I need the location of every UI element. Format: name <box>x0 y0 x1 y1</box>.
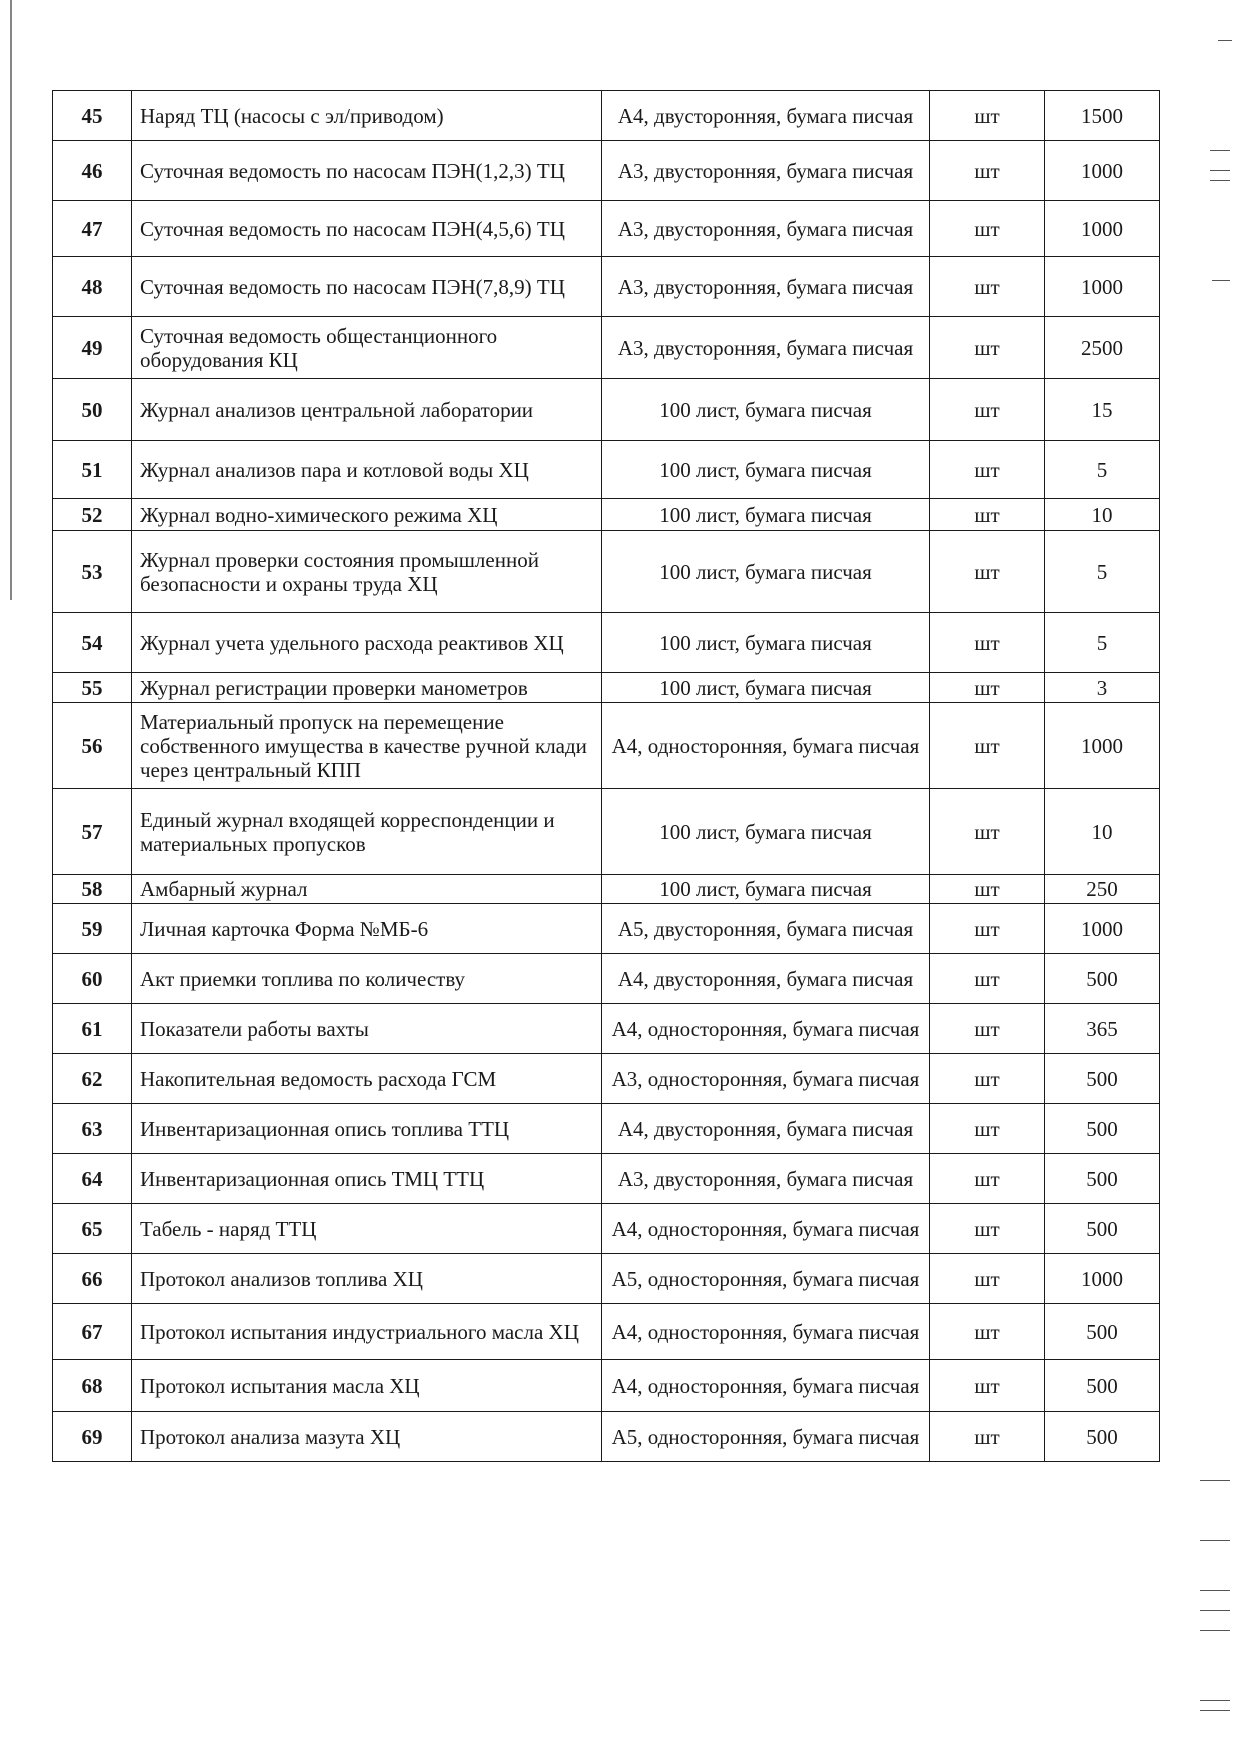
row-number: 58 <box>53 875 132 904</box>
table-row <box>53 141 1160 201</box>
item-name: Журнал регистрации проверки манометров <box>132 673 602 703</box>
item-quantity: 250 <box>1045 875 1160 904</box>
item-spec: А4, односторонняя, бумага писчая <box>602 1304 930 1360</box>
item-name: Инвентаризационная опись ТМЦ ТТЦ <box>132 1154 602 1204</box>
item-name: Суточная ведомость по насосам ПЭН(7,8,9) ТЦ <box>132 257 602 317</box>
row-number: 47 <box>53 201 132 257</box>
item-quantity: 2500 <box>1045 317 1160 379</box>
item-name: Материальный пропуск на перемещение собственного имущества в качестве ручной клади через центральный КПП <box>132 703 602 789</box>
item-quantity: 500 <box>1045 1104 1160 1154</box>
item-unit: шт <box>930 673 1045 703</box>
table-row <box>53 613 1160 673</box>
item-name: Личная карточка Форма №МБ-6 <box>132 904 602 954</box>
item-quantity: 10 <box>1045 789 1160 875</box>
table-row <box>53 1154 1160 1204</box>
row-number: 48 <box>53 257 132 317</box>
table-row <box>53 789 1160 875</box>
row-number: 50 <box>53 379 132 441</box>
item-name: Протокол анализа мазута ХЦ <box>132 1412 602 1462</box>
scan-margin-marks <box>1170 0 1240 1754</box>
table-row <box>53 201 1160 257</box>
item-spec: 100 лист, бумага писчая <box>602 875 930 904</box>
table-row <box>53 673 1160 703</box>
row-number: 59 <box>53 904 132 954</box>
row-number: 66 <box>53 1254 132 1304</box>
item-spec: А5, двусторонняя, бумага писчая <box>602 904 930 954</box>
item-spec: А4, двусторонняя, бумага писчая <box>602 91 930 141</box>
row-number: 62 <box>53 1054 132 1104</box>
item-unit: шт <box>930 904 1045 954</box>
item-spec: А4, двусторонняя, бумага писчая <box>602 954 930 1004</box>
item-spec: 100 лист, бумага писчая <box>602 441 930 499</box>
item-quantity: 1000 <box>1045 1254 1160 1304</box>
item-quantity: 500 <box>1045 1054 1160 1104</box>
item-spec: А4, двусторонняя, бумага писчая <box>602 1104 930 1154</box>
row-number: 69 <box>53 1412 132 1462</box>
item-quantity: 500 <box>1045 1154 1160 1204</box>
item-quantity: 15 <box>1045 379 1160 441</box>
item-spec: А3, двусторонняя, бумага писчая <box>602 317 930 379</box>
table-row <box>53 1254 1160 1304</box>
table-row <box>53 531 1160 613</box>
item-unit: шт <box>930 1054 1045 1104</box>
item-quantity: 10 <box>1045 499 1160 531</box>
table-row <box>53 703 1160 789</box>
item-spec: 100 лист, бумага писчая <box>602 613 930 673</box>
item-spec: А3, односторонняя, бумага писчая <box>602 1054 930 1104</box>
item-spec: А4, односторонняя, бумага писчая <box>602 1204 930 1254</box>
item-unit: шт <box>930 789 1045 875</box>
item-quantity: 500 <box>1045 1360 1160 1412</box>
item-quantity: 1000 <box>1045 201 1160 257</box>
item-name: Накопительная ведомость расхода ГСМ <box>132 1054 602 1104</box>
item-name: Инвентаризационная опись топлива ТТЦ <box>132 1104 602 1154</box>
row-number: 53 <box>53 531 132 613</box>
row-number: 51 <box>53 441 132 499</box>
item-unit: шт <box>930 257 1045 317</box>
table-row <box>53 91 1160 141</box>
item-spec: А3, двусторонняя, бумага писчая <box>602 1154 930 1204</box>
item-spec: А4, односторонняя, бумага писчая <box>602 703 930 789</box>
item-name: Суточная ведомость по насосам ПЭН(4,5,6) ТЦ <box>132 201 602 257</box>
item-unit: шт <box>930 954 1045 1004</box>
table-row <box>53 1004 1160 1054</box>
row-number: 67 <box>53 1304 132 1360</box>
item-spec: А3, двусторонняя, бумага писчая <box>602 257 930 317</box>
item-quantity: 1500 <box>1045 91 1160 141</box>
row-number: 60 <box>53 954 132 1004</box>
item-quantity: 3 <box>1045 673 1160 703</box>
row-number: 45 <box>53 91 132 141</box>
items-table <box>52 90 1160 1462</box>
table-row <box>53 317 1160 379</box>
item-unit: шт <box>930 91 1045 141</box>
row-number: 54 <box>53 613 132 673</box>
row-number: 63 <box>53 1104 132 1154</box>
row-number: 64 <box>53 1154 132 1204</box>
table-row <box>53 379 1160 441</box>
item-quantity: 1000 <box>1045 904 1160 954</box>
item-unit: шт <box>930 703 1045 789</box>
item-unit: шт <box>930 1412 1045 1462</box>
table-row <box>53 904 1160 954</box>
row-number: 55 <box>53 673 132 703</box>
row-number: 68 <box>53 1360 132 1412</box>
item-name: Показатели работы вахты <box>132 1004 602 1054</box>
table-row <box>53 1360 1160 1412</box>
item-name: Журнал учета удельного расхода реактивов ХЦ <box>132 613 602 673</box>
item-spec: А4, односторонняя, бумага писчая <box>602 1360 930 1412</box>
item-name: Единый журнал входящей корреспонденции и материальных пропусков <box>132 789 602 875</box>
item-name: Журнал анализов пара и котловой воды ХЦ <box>132 441 602 499</box>
table-row <box>53 1412 1160 1462</box>
row-number: 56 <box>53 703 132 789</box>
item-unit: шт <box>930 1104 1045 1154</box>
item-quantity: 1000 <box>1045 257 1160 317</box>
scan-edge-line <box>10 0 12 600</box>
item-quantity: 5 <box>1045 613 1160 673</box>
row-number: 52 <box>53 499 132 531</box>
table-row <box>53 1304 1160 1360</box>
item-spec: 100 лист, бумага писчая <box>602 673 930 703</box>
item-quantity: 500 <box>1045 1412 1160 1462</box>
item-unit: шт <box>930 441 1045 499</box>
item-spec: 100 лист, бумага писчая <box>602 789 930 875</box>
item-name: Журнал анализов центральной лаборатории <box>132 379 602 441</box>
row-number: 61 <box>53 1004 132 1054</box>
item-unit: шт <box>930 613 1045 673</box>
item-unit: шт <box>930 531 1045 613</box>
item-unit: шт <box>930 1204 1045 1254</box>
item-name: Амбарный журнал <box>132 875 602 904</box>
item-spec: 100 лист, бумага писчая <box>602 499 930 531</box>
item-unit: шт <box>930 1304 1045 1360</box>
item-spec: А3, двусторонняя, бумага писчая <box>602 201 930 257</box>
item-quantity: 365 <box>1045 1004 1160 1054</box>
item-spec: А5, односторонняя, бумага писчая <box>602 1254 930 1304</box>
item-unit: шт <box>930 141 1045 201</box>
item-name: Журнал проверки состояния промышленной безопасности и охраны труда ХЦ <box>132 531 602 613</box>
item-quantity: 5 <box>1045 531 1160 613</box>
item-name: Суточная ведомость общестанционного оборудования КЦ <box>132 317 602 379</box>
row-number: 49 <box>53 317 132 379</box>
item-spec: А4, односторонняя, бумага писчая <box>602 1004 930 1054</box>
table-row <box>53 499 1160 531</box>
table-row <box>53 1054 1160 1104</box>
table-row <box>53 875 1160 904</box>
item-name: Протокол анализов топлива ХЦ <box>132 1254 602 1304</box>
table-row <box>53 954 1160 1004</box>
item-spec: А5, односторонняя, бумага писчая <box>602 1412 930 1462</box>
row-number: 57 <box>53 789 132 875</box>
item-unit: шт <box>930 875 1045 904</box>
item-name: Протокол испытания масла ХЦ <box>132 1360 602 1412</box>
row-number: 65 <box>53 1204 132 1254</box>
table-row <box>53 257 1160 317</box>
item-name: Суточная ведомость по насосам ПЭН(1,2,3) ТЦ <box>132 141 602 201</box>
item-unit: шт <box>930 1154 1045 1204</box>
item-unit: шт <box>930 1254 1045 1304</box>
table-row <box>53 441 1160 499</box>
item-quantity: 1000 <box>1045 141 1160 201</box>
item-quantity: 5 <box>1045 441 1160 499</box>
item-quantity: 1000 <box>1045 703 1160 789</box>
item-unit: шт <box>930 1360 1045 1412</box>
item-unit: шт <box>930 317 1045 379</box>
table-row <box>53 1204 1160 1254</box>
item-quantity: 500 <box>1045 1204 1160 1254</box>
item-name: Табель - наряд ТТЦ <box>132 1204 602 1254</box>
item-name: Журнал водно-химического режима ХЦ <box>132 499 602 531</box>
item-name: Протокол испытания индустриального масла ХЦ <box>132 1304 602 1360</box>
item-name: Акт приемки топлива по количеству <box>132 954 602 1004</box>
item-unit: шт <box>930 1004 1045 1054</box>
item-spec: 100 лист, бумага писчая <box>602 379 930 441</box>
item-unit: шт <box>930 379 1045 441</box>
item-quantity: 500 <box>1045 954 1160 1004</box>
item-spec: 100 лист, бумага писчая <box>602 531 930 613</box>
table-row <box>53 1104 1160 1154</box>
item-name: Наряд ТЦ (насосы с эл/приводом) <box>132 91 602 141</box>
item-quantity: 500 <box>1045 1304 1160 1360</box>
item-unit: шт <box>930 201 1045 257</box>
row-number: 46 <box>53 141 132 201</box>
item-spec: А3, двусторонняя, бумага писчая <box>602 141 930 201</box>
item-unit: шт <box>930 499 1045 531</box>
